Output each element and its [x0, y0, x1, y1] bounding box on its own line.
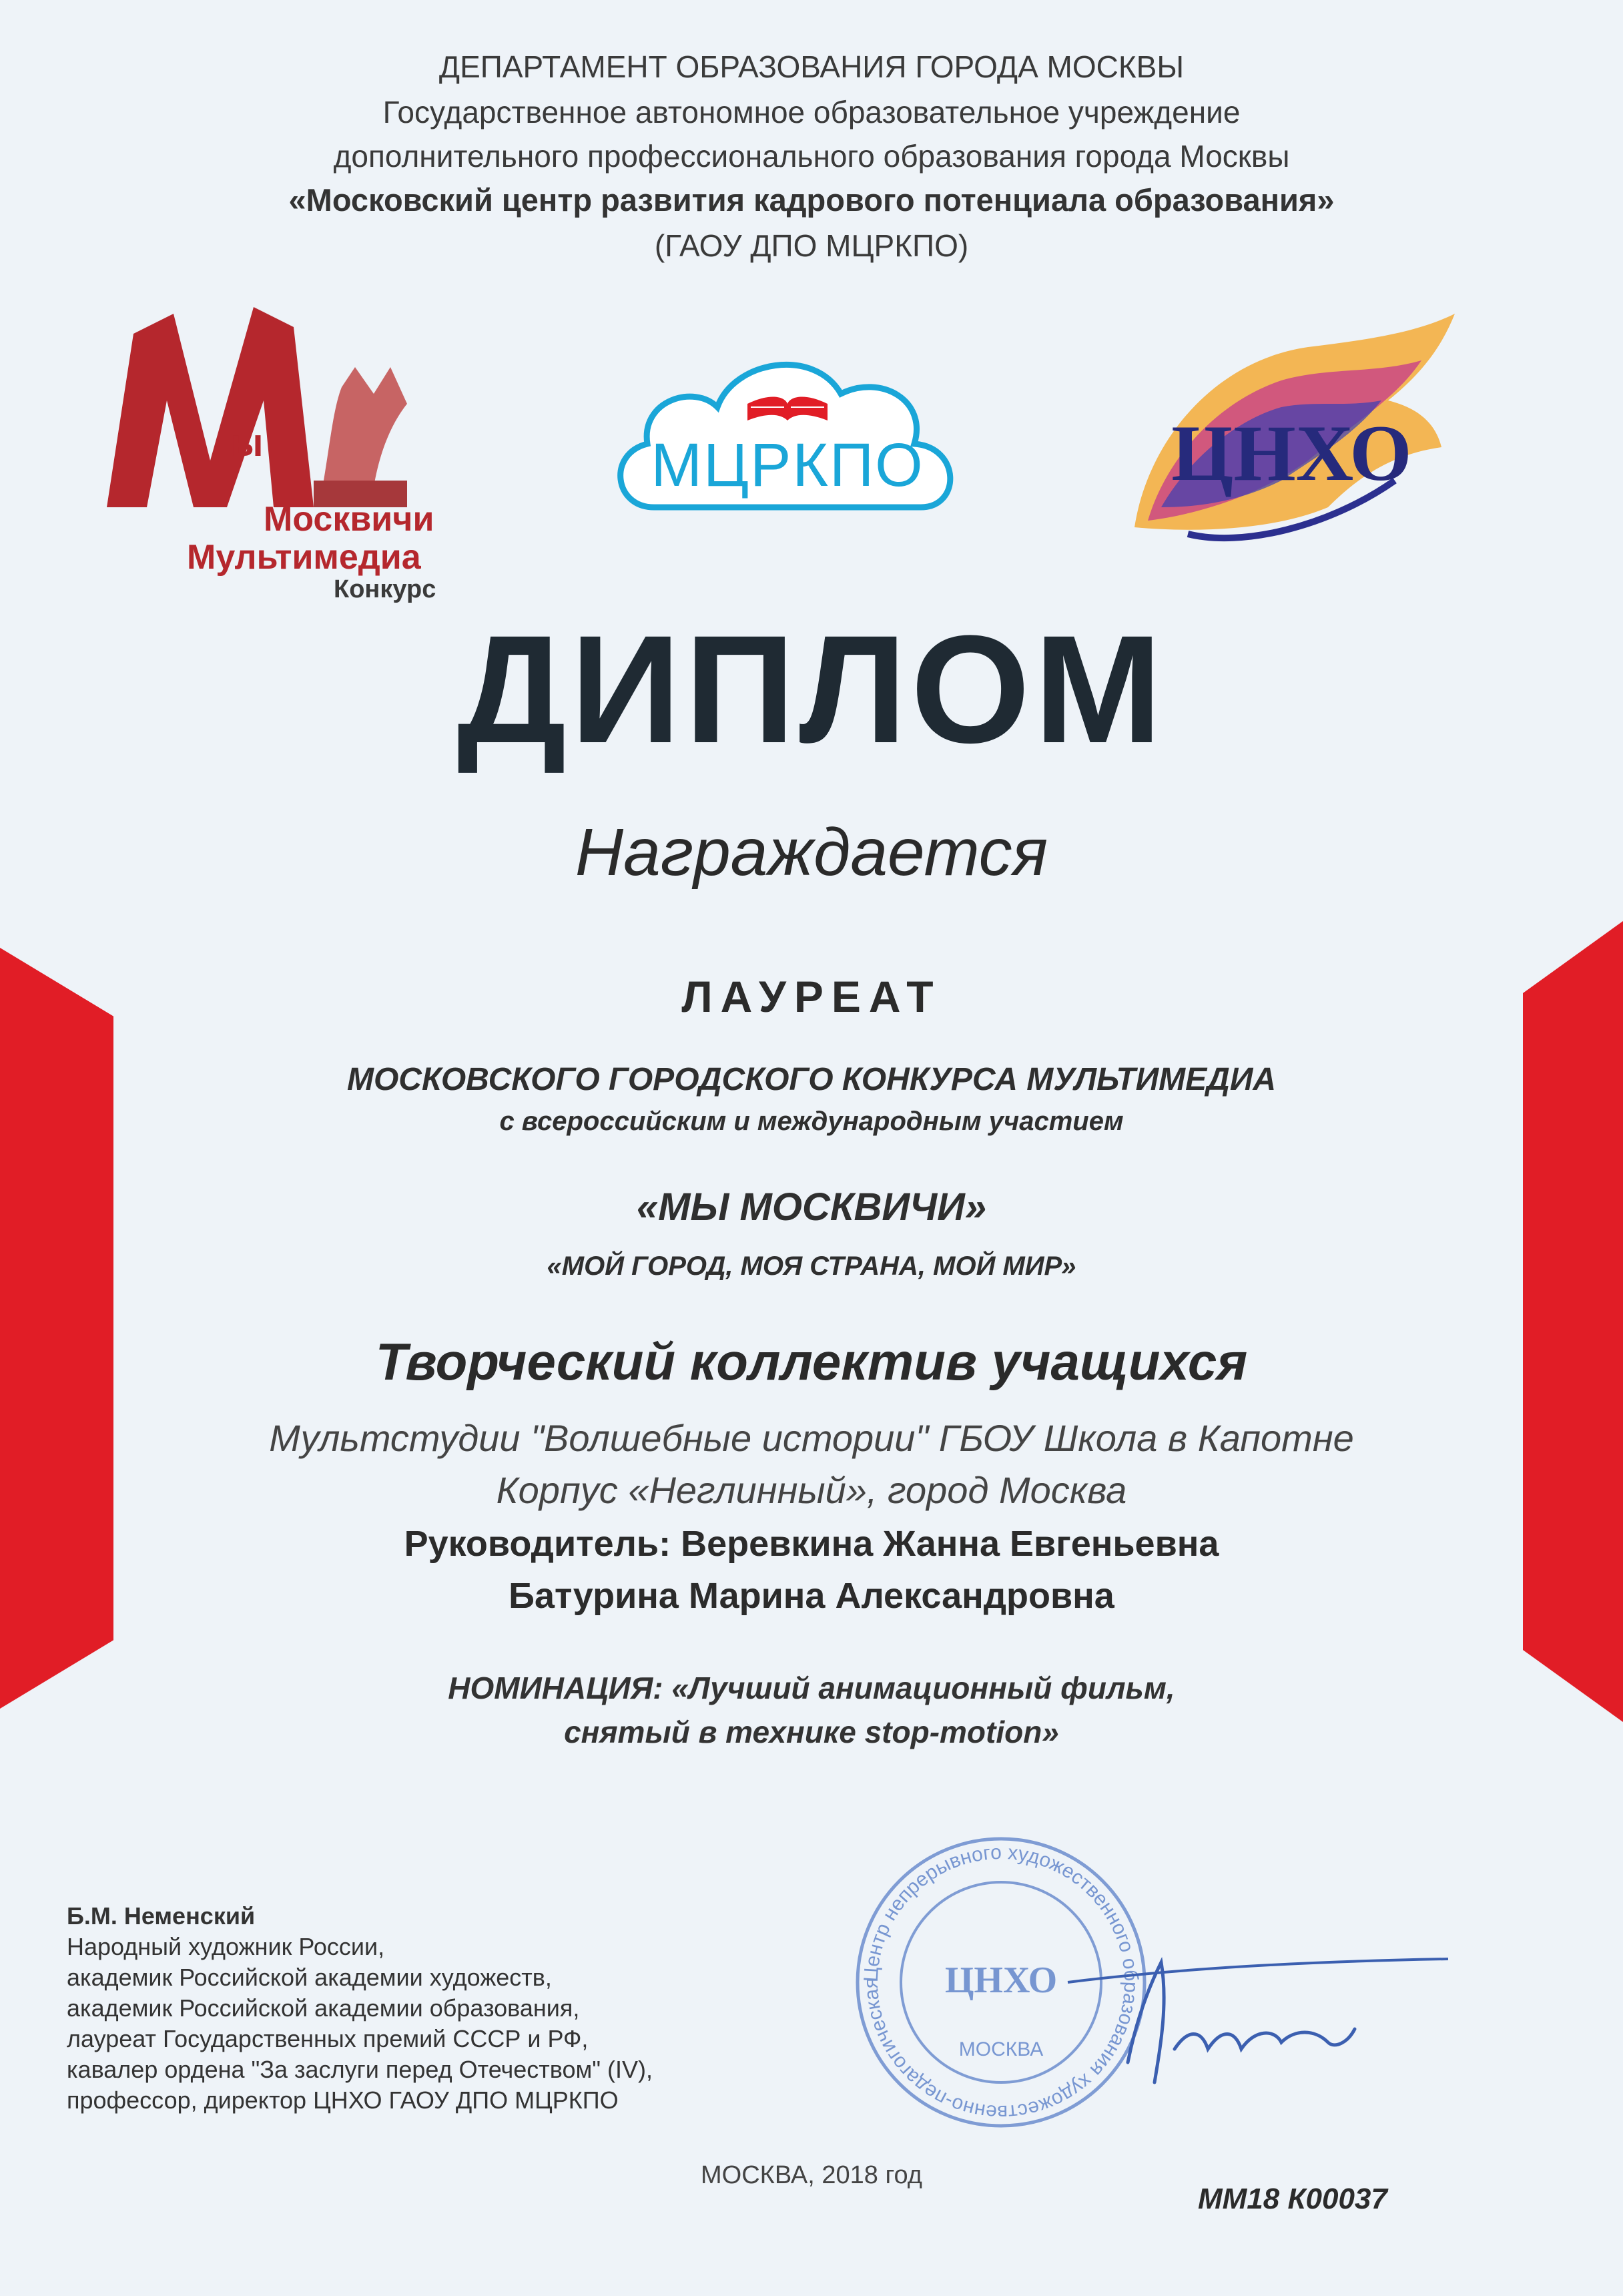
mcrkpo-logo-text: МЦРКПО — [651, 431, 924, 499]
page-title: ДИПЛОМ — [456, 603, 1167, 775]
footer-city-year: МОСКВА, 2018 год — [701, 2161, 922, 2189]
stamp-bottom-text: МОСКВА — [958, 2038, 1044, 2060]
awarded-label: Награждается — [575, 815, 1048, 890]
diploma-serial-number: ММ18 К00037 — [1198, 2183, 1387, 2215]
mcrkpo-logo — [601, 320, 974, 541]
competition-subtitle: с всероссийским и международным участием — [499, 1107, 1124, 1136]
header-department: ДЕПАРТАМЕНТ ОБРАЗОВАНИЯ ГОРОДА МОСКВЫ — [438, 49, 1185, 84]
competition-theme: «МОЙ ГОРОД, МОЯ СТРАНА, МОЙ МИР» — [547, 1251, 1076, 1281]
signatory-title-3: академик Российской академии образования, — [67, 1994, 580, 2022]
signatory-title-4: лауреат Государственных премий СССР и РФ, — [67, 2025, 589, 2052]
leader-line-1: Руководитель: Веревкина Жанна Евгеньевна — [404, 1524, 1219, 1564]
signatory-title-1: Народный художник России, — [67, 1933, 385, 1960]
logo-line-multimedia: Мультимедиа — [187, 538, 421, 577]
logo-line-moskvichi: Москвичи — [264, 500, 434, 539]
cnho-logo — [1108, 307, 1482, 561]
signatory-name: Б.М. Неменский — [67, 1902, 256, 1930]
signatory-title-2: академик Российской академии художеств, — [67, 1964, 552, 1991]
signatory-title-5: кавалер ордена "За заслуги перед Отечеством" (IV), — [67, 2056, 653, 2083]
studio-line-1: Мультстудии "Волшебные истории" ГБОУ Школа в Капотне — [269, 1417, 1354, 1459]
leader-line-2: Батурина Марина Александровна — [509, 1576, 1114, 1616]
round-stamp-icon — [848, 1829, 1462, 2136]
logo-line-konkurs: Конкурс — [334, 575, 436, 603]
studio-line-2: Корпус «Неглинный», город Москва — [496, 1469, 1127, 1511]
header-abbreviation: (ГАОУ ДПО МЦРКПО) — [654, 228, 969, 263]
stamp-ring-text: Центр непрерывного художественного образования художественно-педагогическая — [860, 1841, 1143, 2124]
header-institution-name: «Московский центр развития кадрового потенциала образования» — [288, 182, 1335, 218]
competition-title: МОСКОВСКОГО ГОРОДСКОГО КОНКУРСА МУЛЬТИМЕДИА — [346, 1062, 1277, 1097]
nomination-line-2: снятый в технике stop-motion» — [564, 1715, 1059, 1749]
nomination-line-1: НОМИНАЦИЯ: «Лучший анимационный фильм, — [448, 1671, 1175, 1705]
signatory-block — [67, 1901, 653, 2116]
stamp-center-text: ЦНХО — [944, 1960, 1058, 2001]
stamp-and-signature — [848, 1829, 1462, 2136]
my-moskvichi-logo — [93, 287, 494, 607]
header-institution-scope: дополнительного профессионального образования города Москвы — [333, 139, 1290, 174]
cnho-logo-text: ЦНХО — [1171, 408, 1412, 497]
header-institution-type: Государственное автономное образовательное учреждение — [382, 95, 1241, 129]
signatory-title-6: профессор, директор ЦНХО ГАОУ ДПО МЦРКПО — [67, 2086, 619, 2114]
competition-name: «МЫ МОСКВИЧИ» — [636, 1185, 987, 1229]
winner-name: Творческий коллектив учащихся — [375, 1332, 1248, 1391]
laureate-label: ЛАУРЕАТ — [681, 972, 942, 1021]
logo-small-letter: ы — [230, 421, 264, 465]
